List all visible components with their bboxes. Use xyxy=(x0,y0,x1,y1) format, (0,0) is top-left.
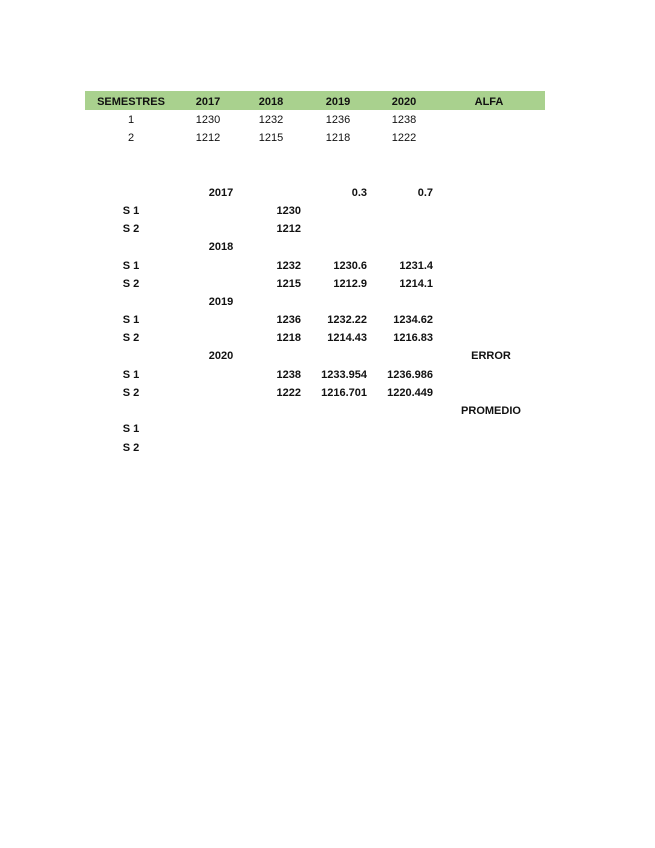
sem-2-2019: 1218 xyxy=(325,132,351,144)
block-2020-s2-label: S 2 xyxy=(122,387,140,399)
block-2017-s2-label: S 2 xyxy=(122,223,140,235)
sem-2-label: 2 xyxy=(127,132,135,144)
header-2017: 2017 xyxy=(195,96,221,108)
block-2018-s2-label: S 2 xyxy=(122,278,140,290)
alpha-value-2: 0.7 xyxy=(417,187,433,199)
block-2017-s1-label: S 1 xyxy=(122,205,140,217)
block-2020-s1-f2: 1236.986 xyxy=(387,369,433,381)
sem-1-2018: 1232 xyxy=(258,114,284,126)
block-2017-s2-actual: 1212 xyxy=(276,223,301,235)
block-2020-s2-actual: 1222 xyxy=(276,387,301,399)
header-2019: 2019 xyxy=(325,96,351,108)
block-2018-s1-label: S 1 xyxy=(122,260,140,272)
promedio-label: PROMEDIO xyxy=(461,405,521,417)
block-2018-s1-f1: 1230.6 xyxy=(333,260,367,272)
block-2018-s2-f1: 1212.9 xyxy=(333,278,367,290)
block-2019-s2-f2: 1216.83 xyxy=(393,332,433,344)
block-2019-s2-actual: 1218 xyxy=(276,332,301,344)
sem-1-2020: 1238 xyxy=(391,114,417,126)
sem-2-2017: 1212 xyxy=(195,132,221,144)
alpha-value-1: 0.3 xyxy=(351,187,367,199)
block-2019-s2-f1: 1214.43 xyxy=(327,332,367,344)
block-2018-s2-actual: 1215 xyxy=(276,278,301,290)
sem-2-2020: 1222 xyxy=(391,132,417,144)
block-2020-s1-f1: 1233.954 xyxy=(321,369,367,381)
block-year-2017: 2017 xyxy=(208,187,234,199)
sem-1-2017: 1230 xyxy=(195,114,221,126)
header-alfa: ALFA xyxy=(474,96,504,108)
block-year-2020: 2020 xyxy=(208,350,234,362)
block-2017-s1-actual: 1230 xyxy=(276,205,301,217)
block-2018-s1-f2: 1231.4 xyxy=(399,260,433,272)
block-2019-s1-actual: 1236 xyxy=(276,314,301,326)
block-2019-s1-f1: 1232.22 xyxy=(327,314,367,326)
block-year-2018: 2018 xyxy=(208,241,234,253)
header-2018: 2018 xyxy=(258,96,284,108)
error-label: ERROR xyxy=(471,350,511,362)
header-2020: 2020 xyxy=(391,96,417,108)
sem-1-2019: 1236 xyxy=(325,114,351,126)
promedio-s2-label: S 2 xyxy=(122,442,140,454)
promedio-s1-label: S 1 xyxy=(122,423,140,435)
block-2020-s2-f2: 1220.449 xyxy=(387,387,433,399)
block-2020-s1-label: S 1 xyxy=(122,369,140,381)
block-2018-s2-f2: 1214.1 xyxy=(399,278,433,290)
block-2018-s1-actual: 1232 xyxy=(276,260,301,272)
sem-2-2018: 1215 xyxy=(258,132,284,144)
sem-1-label: 1 xyxy=(127,114,135,126)
block-2020-s1-actual: 1238 xyxy=(276,369,301,381)
block-2019-s1-label: S 1 xyxy=(122,314,140,326)
block-2019-s1-f2: 1234.62 xyxy=(393,314,433,326)
header-semestres: SEMESTRES xyxy=(97,96,165,108)
block-year-2019: 2019 xyxy=(208,296,234,308)
block-2020-s2-f1: 1216.701 xyxy=(321,387,367,399)
block-2019-s2-label: S 2 xyxy=(122,332,140,344)
